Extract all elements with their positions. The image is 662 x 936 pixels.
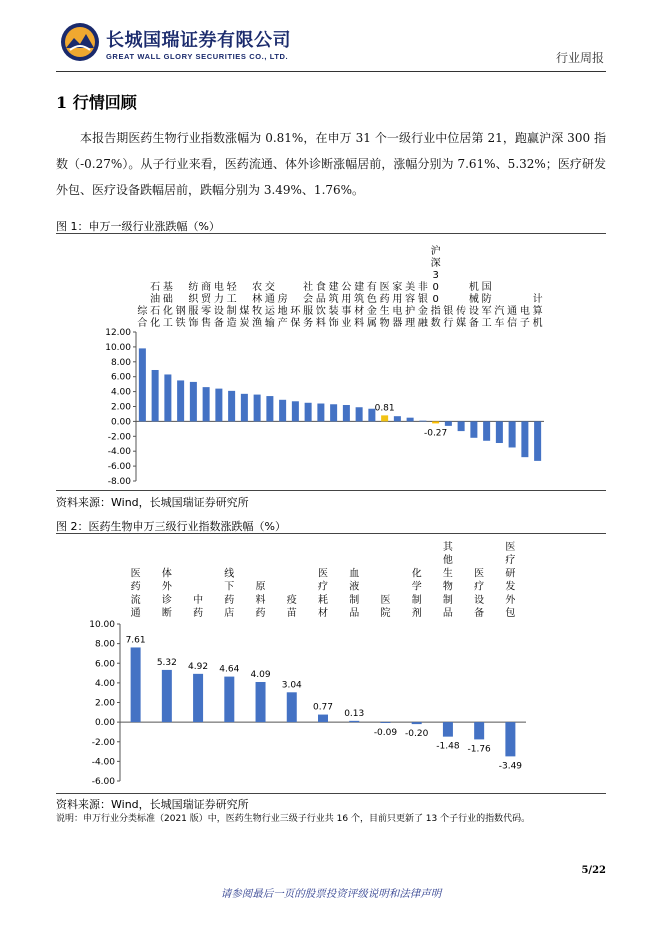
bar xyxy=(394,416,401,421)
page-header xyxy=(56,16,606,72)
bar xyxy=(152,370,159,421)
category-label: 计算机 xyxy=(532,294,543,329)
category-label: 医疗设备 xyxy=(474,568,485,619)
y-tick-label: 0.00 xyxy=(110,417,131,428)
value-label: 7.61 xyxy=(125,635,146,646)
category-label: 环保 xyxy=(290,306,301,329)
y-tick-label: 10.00 xyxy=(89,620,115,630)
bar xyxy=(131,647,141,722)
bar xyxy=(474,722,484,739)
category-label: 交通运输 xyxy=(264,282,275,329)
category-label: 非银金融 xyxy=(417,282,428,329)
category-label: 煤炭 xyxy=(239,306,250,329)
bar xyxy=(292,401,299,421)
category-label: 银行 xyxy=(443,306,454,329)
category-label: 沪深 3 0 0 指数 xyxy=(430,246,441,329)
bar xyxy=(419,421,426,422)
value-label: 0.77 xyxy=(312,702,334,713)
bar xyxy=(470,421,477,437)
bar xyxy=(224,677,234,723)
company-name-en: GREAT WALL GLORY SECURITIES CO., LTD. xyxy=(106,52,289,61)
bar xyxy=(203,387,210,421)
bar xyxy=(215,389,222,422)
bar xyxy=(458,421,465,431)
category-label: 食品饮料 xyxy=(315,282,326,329)
bar xyxy=(254,395,261,422)
category-label: 医疗研发外包 xyxy=(505,542,516,619)
bar xyxy=(330,404,337,421)
y-tick-label: -8.00 xyxy=(107,477,131,487)
y-tick-label: 12.00 xyxy=(105,328,131,338)
y-tick-label: 8.00 xyxy=(110,357,131,368)
category-label: 美容护理 xyxy=(405,282,416,329)
y-tick-label: -4.00 xyxy=(107,447,131,458)
category-label: 机械设备 xyxy=(468,282,479,329)
bar xyxy=(432,421,439,423)
category-label: 疫苗 xyxy=(286,594,297,619)
pharma-subindustry-chart xyxy=(56,536,606,792)
y-tick-label: -6.00 xyxy=(107,462,131,473)
category-label: 农林牧渔 xyxy=(252,282,263,329)
value-label: -0.20 xyxy=(405,729,429,740)
category-label: 医院 xyxy=(380,594,391,619)
category-label: 电力设备 xyxy=(213,282,224,329)
bar xyxy=(534,421,541,460)
category-label: 体外诊断 xyxy=(161,568,172,619)
bar xyxy=(190,382,197,421)
value-label: -3.49 xyxy=(498,761,523,772)
value-label: 5.32 xyxy=(156,657,177,668)
category-label: 原料药 xyxy=(255,581,266,619)
bar xyxy=(349,721,359,722)
category-label: 医药流通 xyxy=(130,568,141,619)
category-label: 医药生物 xyxy=(379,282,390,329)
y-tick-label: 2.00 xyxy=(110,402,131,413)
category-label: 石油石化 xyxy=(150,282,161,329)
report-type: 行业周报 xyxy=(555,51,604,65)
value-label: -0.09 xyxy=(373,728,398,739)
category-label: 建筑材料 xyxy=(354,282,365,329)
category-label: 传媒 xyxy=(456,306,467,329)
value-label: -1.48 xyxy=(436,741,460,752)
category-label: 中药 xyxy=(193,594,204,619)
bar xyxy=(380,722,390,723)
bar xyxy=(483,421,490,440)
value-label: 4.92 xyxy=(188,661,209,672)
y-tick-label: 10.00 xyxy=(105,342,131,353)
value-label: 4.64 xyxy=(219,664,240,675)
bar xyxy=(381,415,388,421)
figure1-title: 图 1：申万一级行业涨跌幅（%） xyxy=(56,220,220,233)
category-label: 线下药店 xyxy=(224,568,235,619)
category-label: 钢铁 xyxy=(175,306,186,329)
bar xyxy=(317,404,324,422)
company-logo-icon xyxy=(60,22,100,62)
bar xyxy=(505,722,515,756)
y-tick-label: 0.00 xyxy=(94,718,115,729)
category-label: 通信 xyxy=(507,306,518,329)
category-label: 轻工制造 xyxy=(226,282,237,329)
y-tick-label: -2.00 xyxy=(107,432,131,443)
y-tick-label: 6.00 xyxy=(110,372,131,383)
y-tick-label: 2.00 xyxy=(94,698,115,709)
bar xyxy=(356,407,363,421)
y-tick-label: 8.00 xyxy=(94,639,115,650)
category-label: 电子 xyxy=(519,306,530,329)
category-label: 医疗耗材 xyxy=(318,568,328,619)
bar xyxy=(241,394,248,422)
category-label: 化学制剂 xyxy=(411,568,422,619)
value-label: 0.81 xyxy=(374,403,395,414)
bar xyxy=(305,403,312,422)
figure2-note: 说明：申万行业分类标准（2021 版）中，医药生物行业三级子行业共 16 个，目前只更新了 13 个子行业的指数代码。 xyxy=(56,814,531,824)
bar xyxy=(407,418,414,422)
company-name-cn: 长城国瑞证券有限公司 xyxy=(106,30,291,51)
y-tick-label: 6.00 xyxy=(94,659,115,670)
section-title: 1 行情回顾 xyxy=(56,93,137,112)
category-label: 基础化工 xyxy=(162,282,173,329)
figure2-source: 资料来源：Wind，长城国瑞证券研究所 xyxy=(56,798,249,811)
category-label: 纺织服饰 xyxy=(188,282,199,329)
value-label: 0.13 xyxy=(344,708,365,719)
value-label: 4.09 xyxy=(250,669,271,680)
figure2-title: 图 2：医药生物申万三级行业指数涨跌幅（%） xyxy=(56,520,286,533)
y-tick-label: -2.00 xyxy=(91,737,115,748)
bar xyxy=(193,674,203,722)
category-label: 国防军工 xyxy=(481,282,492,329)
category-label: 其他生物制品 xyxy=(442,542,453,619)
category-label: 建筑装饰 xyxy=(328,282,339,329)
bar xyxy=(162,670,172,722)
bar xyxy=(521,421,528,457)
category-label: 家用电器 xyxy=(392,282,403,329)
summary-paragraph: 本报告期医药生物行业指数涨幅为 0.81%，在申万 31 个一级行业中位居第 21，跑赢沪深 300 指数（-0.27%）。从子行业来看，医药流通、体外诊断涨幅居前，涨幅分别为 7.61%、5.32%；医疗研发外包、医疗设备跌幅居前，跌幅分别为 3.49%、1.76%。 xyxy=(56,131,606,197)
bar xyxy=(445,421,452,425)
page-number: 5/22 xyxy=(581,865,606,876)
figure2-top-rule xyxy=(56,533,606,534)
bar xyxy=(279,400,286,422)
bar xyxy=(287,692,297,722)
bar xyxy=(256,682,266,722)
value-label: -0.27 xyxy=(423,428,448,439)
category-label: 房地产 xyxy=(277,294,288,329)
bar xyxy=(443,722,453,737)
bar xyxy=(177,380,184,421)
y-tick-label: 4.00 xyxy=(110,387,131,398)
value-label: 3.04 xyxy=(281,680,302,691)
y-tick-label: 4.00 xyxy=(94,678,115,689)
category-label: 公用事业 xyxy=(341,282,352,329)
bar xyxy=(509,421,516,447)
category-label: 商贸零售 xyxy=(201,282,212,329)
figure2-bottom-rule xyxy=(56,793,606,794)
industry-change-chart xyxy=(56,236,606,490)
category-label: 社会服务 xyxy=(303,282,314,329)
figure1-bottom-rule xyxy=(56,490,606,491)
figure1-top-rule xyxy=(56,233,606,234)
bar xyxy=(318,715,328,723)
bar xyxy=(412,722,422,724)
bar xyxy=(266,396,273,421)
category-label: 汽车 xyxy=(494,306,505,329)
bar xyxy=(496,421,503,443)
footer-disclaimer: 请参阅最后一页的股票投资评级说明和法律声明 xyxy=(220,888,442,900)
category-label: 有色金属 xyxy=(366,282,377,329)
bar xyxy=(343,405,350,421)
category-label: 血液制品 xyxy=(349,568,360,619)
value-label: -1.76 xyxy=(467,744,491,755)
bar xyxy=(139,348,146,421)
y-tick-label: -4.00 xyxy=(91,757,115,768)
category-label: 综合 xyxy=(137,306,148,329)
bar xyxy=(164,374,171,421)
bar xyxy=(228,391,235,422)
figure1-source: 资料来源：Wind，长城国瑞证券研究所 xyxy=(56,496,249,509)
y-tick-label: -6.00 xyxy=(91,777,115,787)
